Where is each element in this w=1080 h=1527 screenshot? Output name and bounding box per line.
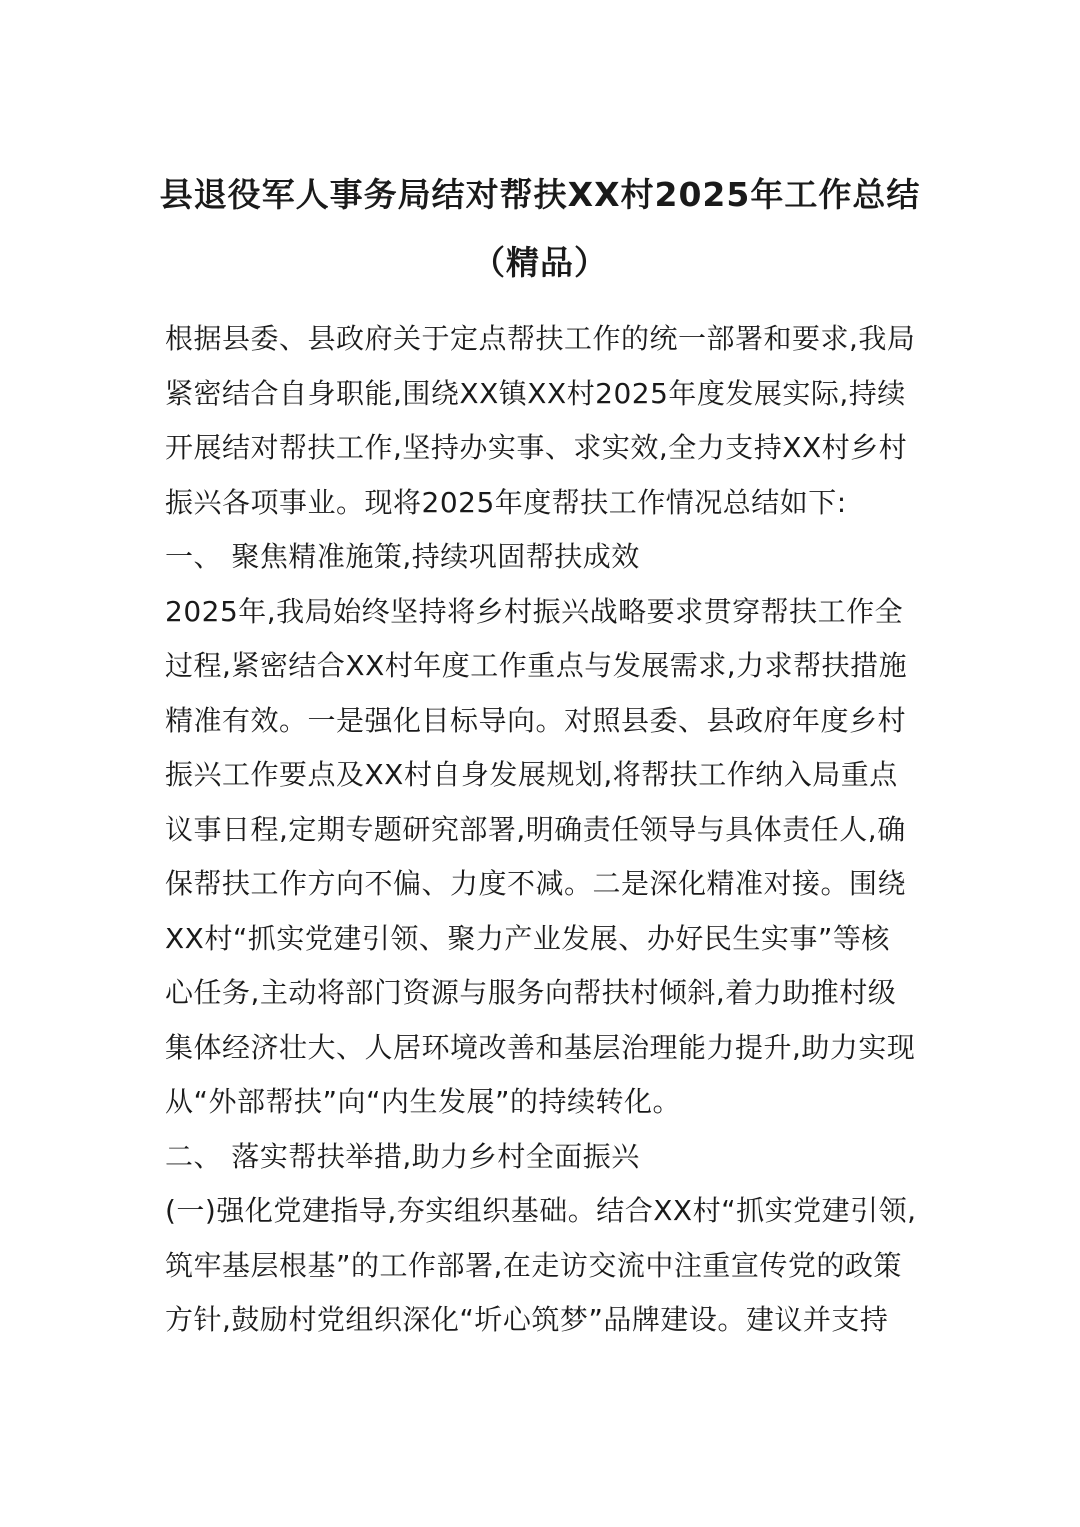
document-title (0, 165, 1080, 293)
paragraph-line: (一)强化党建指导,夯实组织基础。结合XX村“抓实党建引领, (165, 1194, 917, 1227)
section-heading-2: 二、 落实帮扶举措,助力乡村全面振兴 (165, 1139, 640, 1173)
paragraph-line: 过程,紧密结合XX村年度工作重点与发展需求,力求帮扶措施 (165, 649, 908, 682)
paragraph-line: 2025年,我局始终坚持将乡村振兴战略要求贯穿帮扶工作全 (165, 594, 904, 628)
paragraph-line: 集体经济壮大、人居环境改善和基层治理能力提升,助力实现 (165, 1030, 916, 1064)
paragraph-line: 根据县委、县政府关于定点帮扶工作的统一部署和要求,我局 (165, 322, 916, 355)
title-line-1: 县退役军人事务局结对帮扶XX村2025年工作总结 (159, 175, 921, 214)
section-heading-1: 一、 聚焦精准施策,持续巩固帮扶成效 (165, 540, 640, 573)
paragraph-line: 振兴工作要点及XX村自身发展规划,将帮扶工作纳入局重点 (165, 758, 898, 791)
paragraph-line: 紧密结合自身职能,围绕XX镇XX村2025年度发展实际,持续 (165, 376, 906, 410)
paragraph-line: 方针,鼓励村党组织深化“圻心筑梦”品牌建设。建议并支持 (165, 1303, 889, 1336)
paragraph-line: 议事日程,定期专题研究部署,明确责任领导与具体责任人,确 (165, 812, 906, 846)
title-line-2: （精品） (472, 243, 608, 282)
paragraph-line: 筑牢基层根基”的工作部署,在走访交流中注重宣传党的政策 (165, 1248, 902, 1282)
paragraph-line: 振兴各项事业。现将2025年度帮扶工作情况总结如下: (165, 485, 847, 519)
paragraph-line: 从“外部帮扶”向“内生发展”的持续转化。 (165, 1085, 682, 1118)
paragraph-line: 心任务,主动将部门资源与服务向帮扶村倾斜,着力助推村级 (165, 976, 897, 1009)
document-body (165, 312, 925, 1348)
paragraph-line: 保帮扶工作方向不偏、力度不减。二是深化精准对接。围绕 (165, 867, 907, 900)
paragraph-line: 精准有效。一是强化目标导向。对照县委、县政府年度乡村 (165, 703, 907, 737)
paragraph-line: XX村“抓实党建引领、聚力产业发展、办好民生实事”等核 (165, 921, 890, 955)
paragraph-line: 开展结对帮扶工作,坚持办实事、求实效,全力支持XX村乡村 (165, 431, 908, 464)
